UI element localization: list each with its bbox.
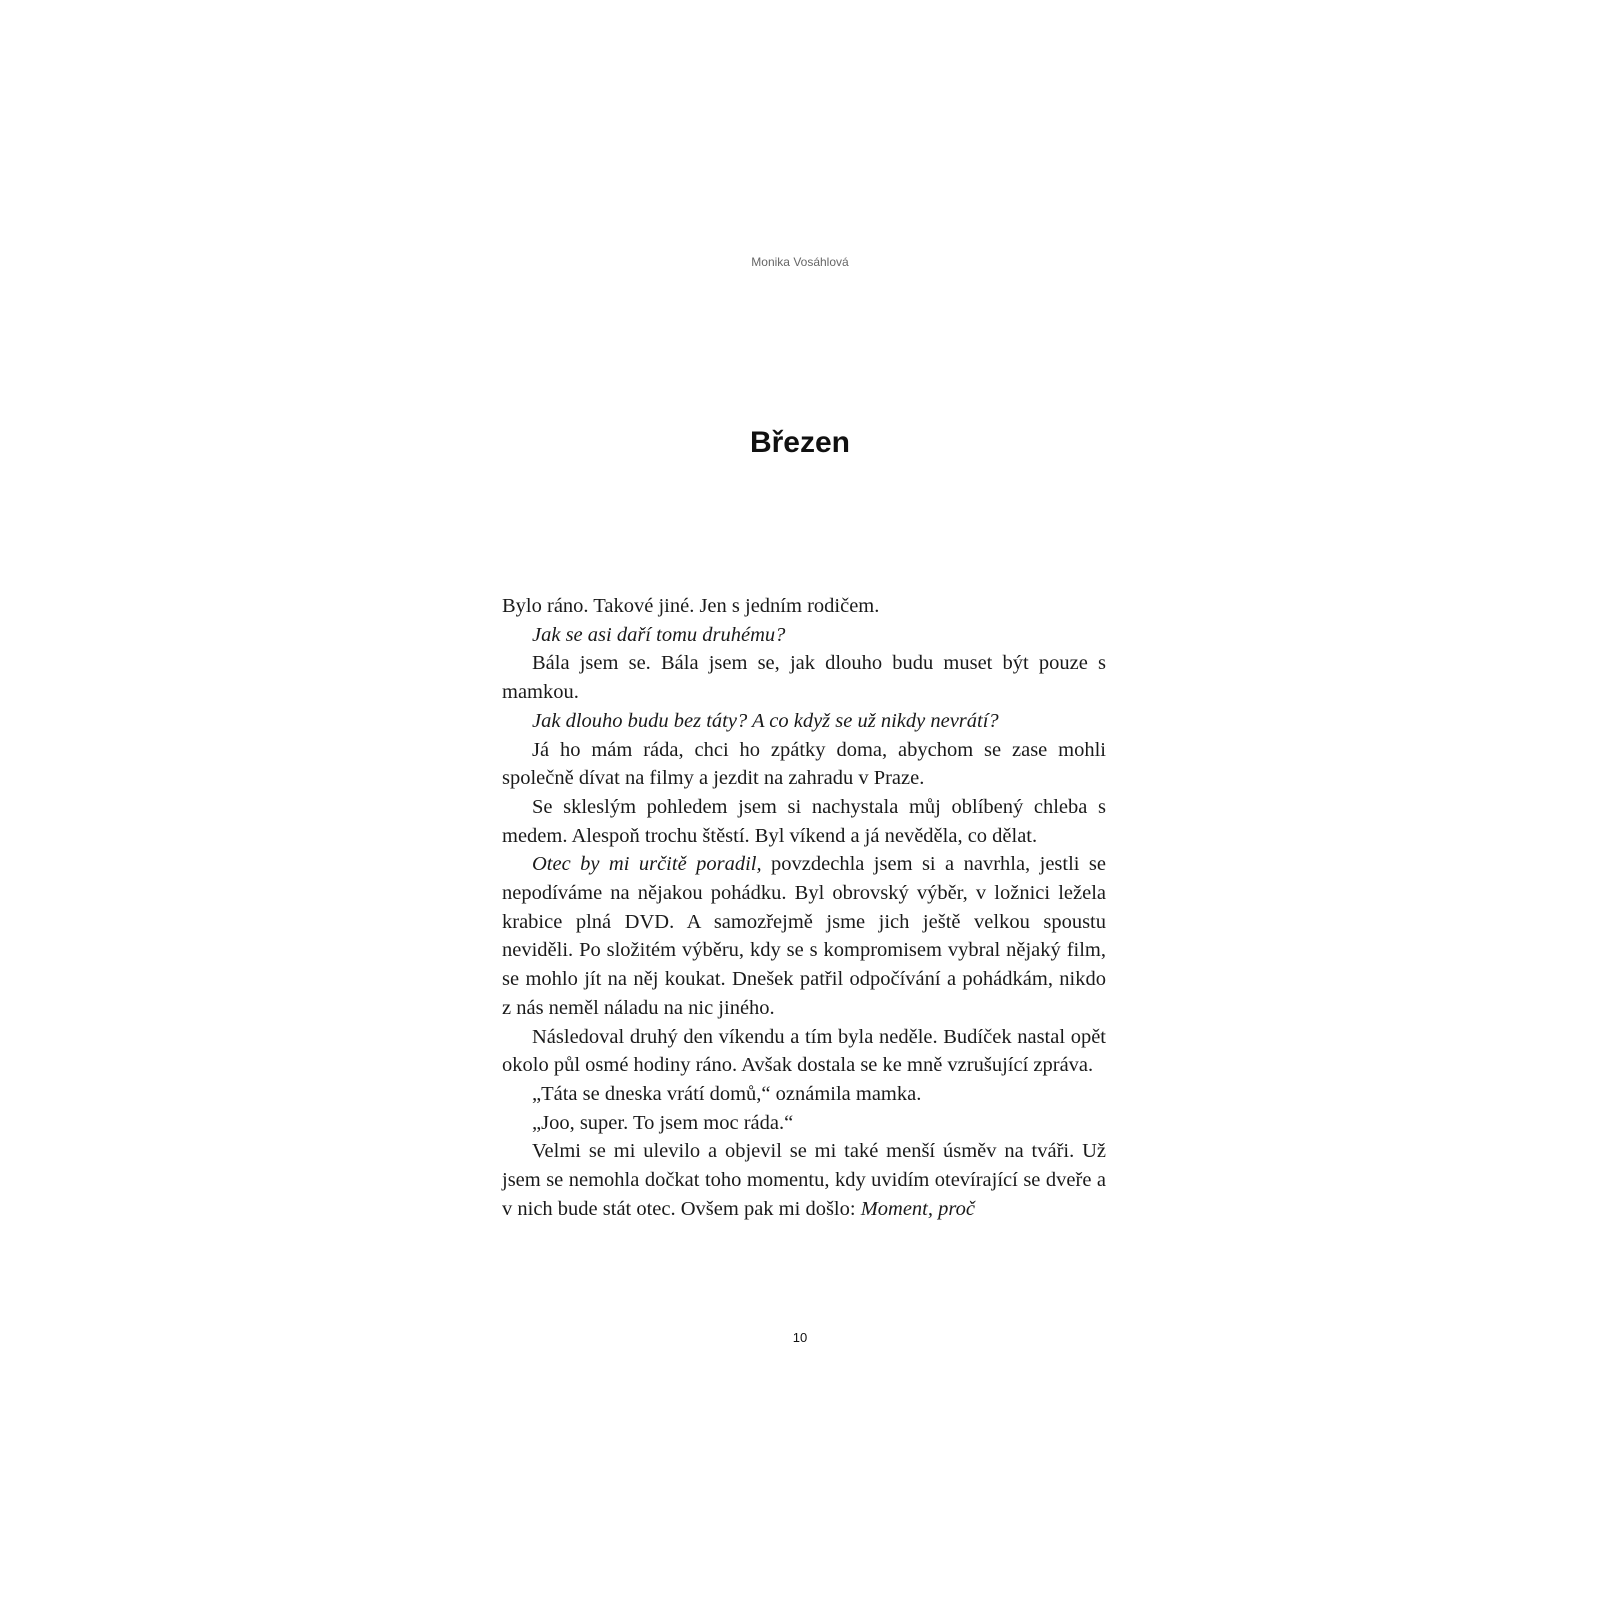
paragraph-text-italic: Jak se asi daří tomu druhému? xyxy=(532,623,786,646)
paragraph xyxy=(502,592,1106,621)
page-number: 10 xyxy=(792,1330,808,1345)
paragraph-text: Bála jsem se. Bála jsem se, jak dlouho budu muset být pouze s mamkou. xyxy=(502,652,1106,704)
paragraph-text: „Joo, super. To jsem moc ráda.“ xyxy=(532,1111,794,1134)
paragraph xyxy=(502,850,1106,1022)
paragraph xyxy=(502,707,1106,736)
paragraph-text: Následoval druhý den víkendu a tím byla neděle. Budíček nastal opět okolo půl osmé hodiny ráno. Avšak dostala se ke mně vzrušující zpráva. xyxy=(502,1025,1106,1077)
paragraph xyxy=(502,649,1106,706)
paragraph-text-italic: Jak dlouho budu bez táty? A co když se už nikdy nevrátí? xyxy=(532,709,999,732)
paragraph-text-italic: Otec by mi určitě poradil, xyxy=(532,853,762,876)
running-header-author: Monika Vosáhlová xyxy=(751,255,849,269)
body-text xyxy=(502,592,1106,1223)
paragraph-text: Se skleslým pohledem jsem si nachystala můj oblíbený chleba s medem. Alespoň trochu štěstí. Byl víkend a já nevěděla, co dělat. xyxy=(502,795,1106,847)
paragraph xyxy=(502,736,1106,793)
paragraph xyxy=(502,1137,1106,1223)
paragraph-text: Já ho mám ráda, chci ho zpátky doma, abychom se zase mohli společně dívat na filmy a jezdit na zahradu v Praze. xyxy=(502,738,1106,790)
paragraph-text: Bylo ráno. Takové jiné. Jen s jedním rodičem. xyxy=(502,595,880,617)
paragraph-text: povzdechla jsem si a navrhla, jestli se nepodíváme na nějakou pohádku. Byl obrovský výběr, v ložnici ležela krabice plná DVD. A samozřejmě jsme jich ještě velkou spoustu neviděli. Po složitém výběru, kdy se s kompromisem vybral nějaký film, se mohlo jít na něj koukat. Dnešek patřil odpočívání a pohádkám, nikdo z nás neměl náladu na nic jiného. xyxy=(502,853,1106,1019)
paragraph-text-italic: Moment, proč xyxy=(860,1197,975,1220)
paragraph-text: Velmi se mi ulevilo a objevil se mi také menší úsměv na tváři. Už jsem se nemohla dočkat toho momentu, kdy uvidím otevírající se dveře a v nich bude stát otec. Ovšem pak mi došlo: xyxy=(502,1140,1106,1220)
paragraph-text: „Táta se dneska vrátí domů,“ oznámila mamka. xyxy=(532,1082,922,1105)
paragraph xyxy=(502,1080,1106,1109)
paragraph xyxy=(502,1023,1106,1080)
paragraph xyxy=(502,621,1106,650)
paragraph xyxy=(502,793,1106,850)
chapter-title: Březen xyxy=(749,426,851,459)
paragraph xyxy=(502,1109,1106,1138)
